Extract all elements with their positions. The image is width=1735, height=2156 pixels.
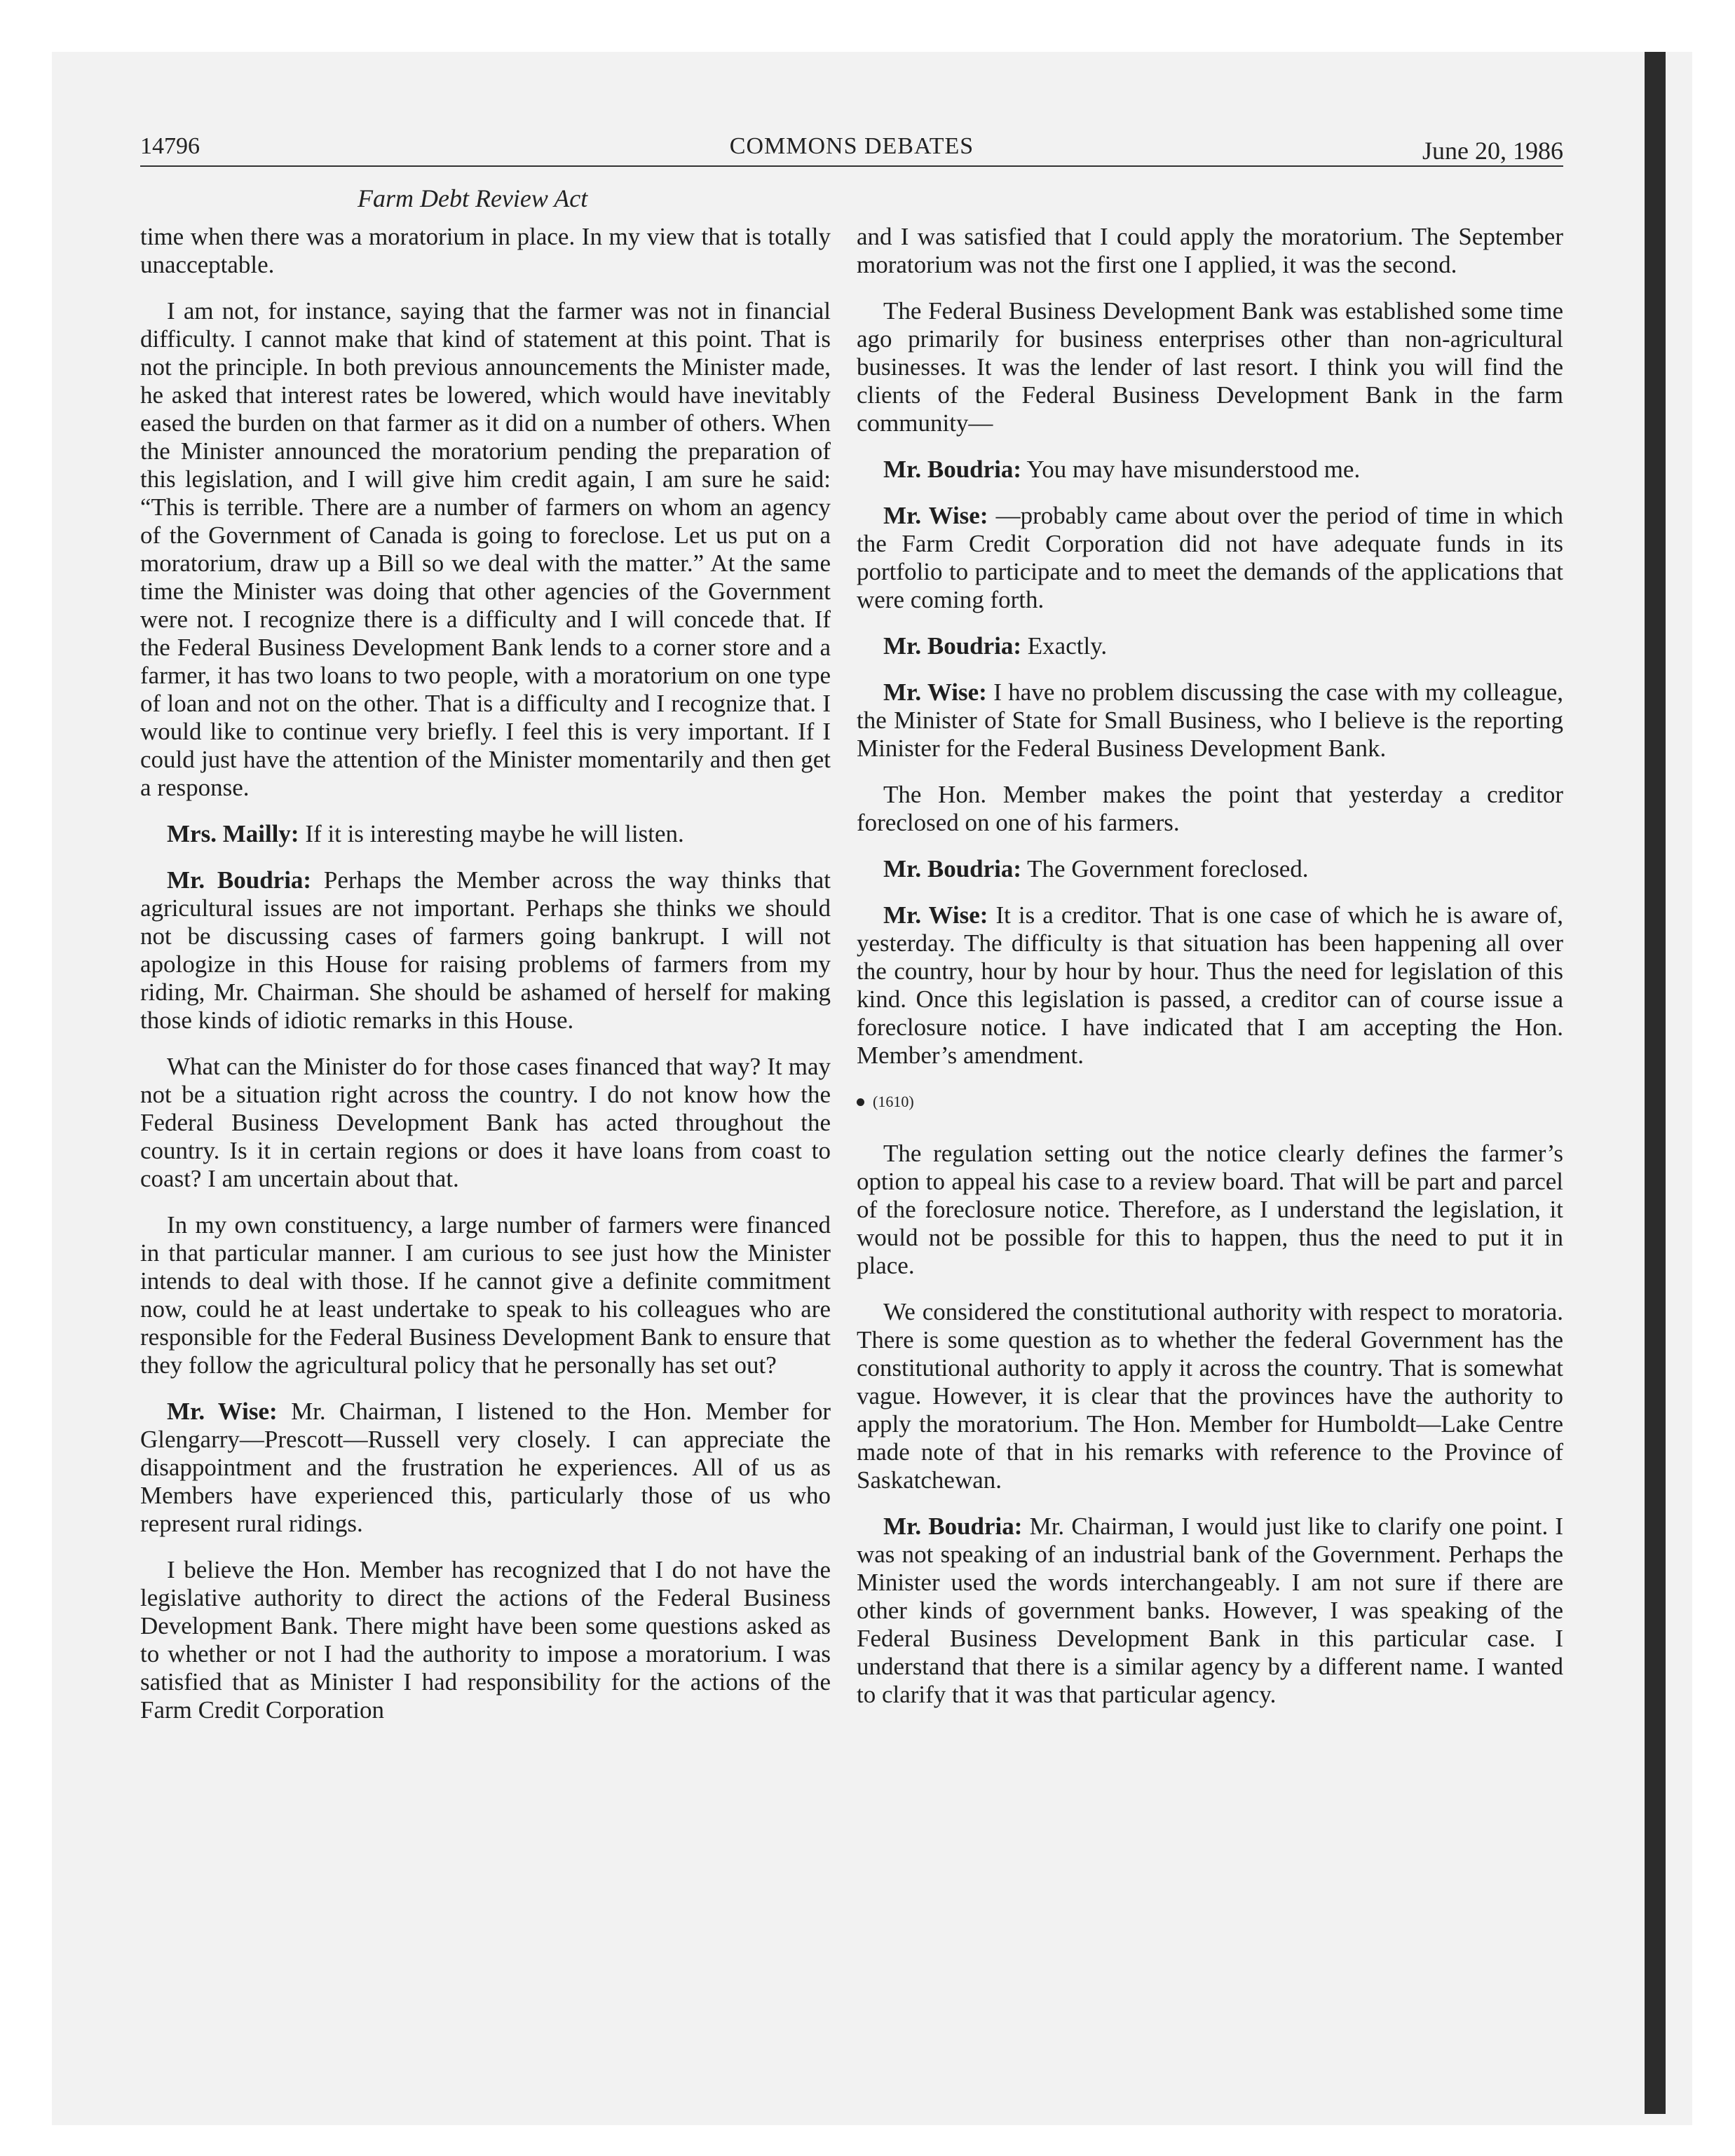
right-column xyxy=(857,223,1563,1727)
page-header xyxy=(140,133,1563,165)
bullet-icon xyxy=(857,1098,864,1106)
paragraph: I am not, for instance, saying that the farmer was not in financial difficulty. I cannot make that kind of statement at this point. That is not the principle. In both previous announcements the Minister made, he asked that interest rates be lowered, which would have inevitably eased the burden on that farmer as it did on a number of others. When the Minister announced the moratorium pending the preparation of this legislation, and I will give him credit again, I am sure he said: “This is terrible. There are a number of farmers on whom an agency of the Government of Canada is going to foreclose. Let us put on a moratorium, draw up a Bill so we deal with the matter.” At the same time the Minister was doing that other agencies of the Government were not. I recognize there is a difficulty and I will concede that. If the Federal Business Development Bank lends to a corner store and a farmer, it has two loans to two people, with a moratorium on one type of loan and not on the other. That is a difficulty and I recognize that. I would like to continue very briefly. I feel this is very important. If I could just have the attention of the Minister momentarily and then get a response. xyxy=(140,297,831,801)
paragraph: Mr. Wise: —probably came about over the period of time in which the Farm Credit Corporation did not have adequate funds in its portfolio to participate and to meet the demands of the applications that were coming forth. xyxy=(857,502,1563,613)
paragraph: Mr. Boudria: You may have misunderstood me. xyxy=(883,456,1361,483)
page-number: 14796 xyxy=(140,133,200,159)
paragraph: Mr. Boudria: Mr. Chairman, I would just like to clarify one point. I was not speaking of an industrial bank of the Government. Perhaps the Minister used the words interchangeably. I am not sure if there are other kinds of government banks. However, I was speaking of the Federal Business Development Bank in this particular case. I understand that there is a similar agency by a different name. I wanted to clarify that it was that particular agency. xyxy=(857,1513,1563,1708)
paragraph: Mr. Boudria: The Government foreclosed. xyxy=(883,855,1309,882)
time-marker xyxy=(857,1088,1563,1116)
paragraph: Mr. Wise: It is a creditor. That is one case of which he is aware of, yesterday. The difficulty is that situation has been happening all over the country, hour by hour by hour. Thus the need for legislation of this kind. Once this legislation is passed, a creditor can of course issue a foreclosure notice. I have indicated that I am accepting the Hon. Member’s amendment. xyxy=(857,901,1563,1069)
paragraph: Mr. Boudria: Exactly. xyxy=(883,632,1108,660)
paragraph: Mr. Wise: I have no problem discussing the case with my colleague, the Minister of State for Small Business, who I believe is the reporting Minister for the Federal Business Development Bank. xyxy=(857,678,1563,762)
paragraph: I believe the Hon. Member has recognized that I do not have the legislative authority to direct the actions of the Federal Business Development Bank. There might have been some questions asked as to whether or not I had the authority to impose a moratorium. I was satisfied that as Minister I had responsibility for the actions of the Farm Credit Corporation xyxy=(140,1556,831,1724)
paragraph: What can the Minister do for those cases financed that way? It may not be a situation right across the country. I do not know how the Federal Business Development Bank has acted throughout the country. Is it in certain regions or does it have loans from coast to coast? I am uncertain about that. xyxy=(140,1053,831,1192)
paragraph: time when there was a moratorium in place. In my view that is totally unacceptable. xyxy=(140,223,831,278)
header-rule xyxy=(140,165,1563,167)
running-title: COMMONS DEBATES xyxy=(729,133,974,159)
paragraph: The Federal Business Development Bank was established some time ago primarily for business enterprises other than non-agricultural businesses. It was the lender of last resort. I think you will find the clients of the Federal Business Development Bank in the farm community— xyxy=(857,297,1563,437)
paragraph: The regulation setting out the notice clearly defines the farmer’s option to appeal his case to a review board. That will be part and parcel of the foreclosure notice. Therefore, as I understand the legislation, it would not be possible for this to happen, thus the need to put it in place. xyxy=(857,1140,1563,1279)
paragraph: The Hon. Member makes the point that yesterday a creditor foreclosed on one of his farmers. xyxy=(857,781,1563,836)
paragraph: Mr. Wise: Mr. Chairman, I listened to the Hon. Member for Glengarry—Prescott—Russell very closely. I can appreciate the disappointment and the frustration he experiences. All of us as Members have experienced this, particularly those of us who represent rural ridings. xyxy=(140,1398,831,1537)
time-marker-label: (1610) xyxy=(873,1093,914,1110)
paragraph: In my own constituency, a large number of farmers were financed in that particular manner. I am curious to see just how the Minister intends to deal with those. If he cannot give a definite commitment now, could he at least undertake to speak to his colleagues who are responsible for the Federal Business Development Bank to ensure that they follow the agricultural policy that he personally has set out? xyxy=(140,1211,831,1379)
paragraph: Mr. Boudria: Perhaps the Member across the way thinks that agricultural issues are not important. Perhaps she thinks we should not be discussing cases of farmers going bankrupt. I will not apologize in this House for raising problems of farmers from my riding, Mr. Chairman. She should be ashamed of herself for making those kinds of idiotic remarks in this House. xyxy=(140,866,831,1034)
header-date: June 20, 1986 xyxy=(1422,137,1563,165)
paragraph: and I was satisfied that I could apply the moratorium. The September moratorium was not the first one I applied, it was the second. xyxy=(857,223,1563,278)
left-column xyxy=(140,223,831,1742)
paragraph: We considered the constitutional authority with respect to moratoria. There is some question as to whether the federal Government has the constitutional authority to apply it across the country. That is somewhat vague. However, it is clear that the provinces have the authority to apply the moratorium. The Hon. Member for Humboldt—Lake Centre made note of that in his remarks with reference to the Province of Saskatchewan. xyxy=(857,1298,1563,1494)
paragraph: Mrs. Mailly: If it is interesting maybe he will listen. xyxy=(167,820,684,847)
scan-edge-shadow xyxy=(1645,52,1666,2114)
section-title: Farm Debt Review Act xyxy=(358,184,588,212)
